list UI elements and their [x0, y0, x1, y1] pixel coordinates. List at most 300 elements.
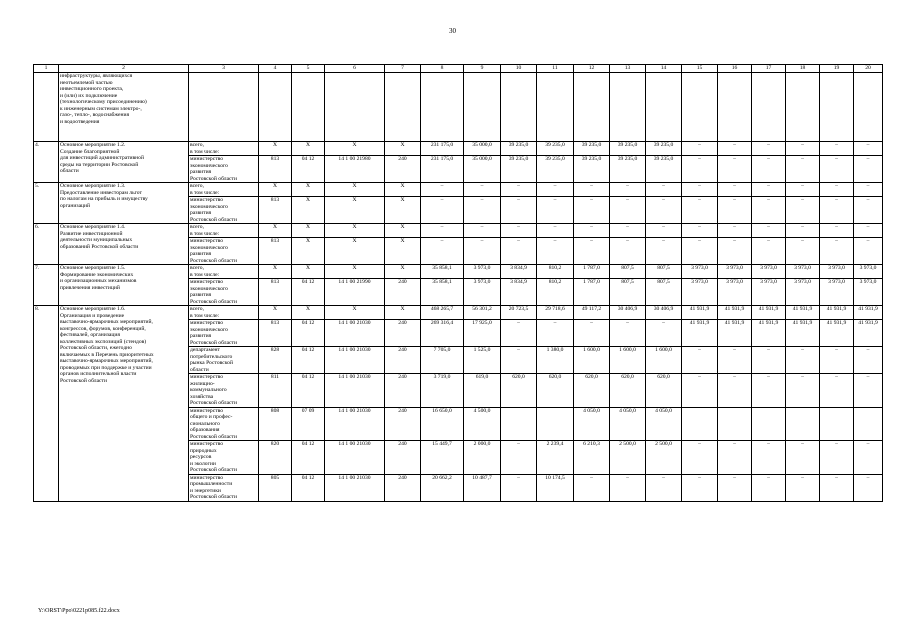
value-cell: –	[610, 474, 646, 501]
value-cell: –	[786, 197, 820, 224]
value-cell: –	[537, 197, 574, 224]
column-number: 10	[501, 65, 537, 73]
value-cell: –	[574, 474, 610, 501]
value-cell	[682, 407, 718, 441]
value-cell: X	[385, 224, 421, 238]
column-number: 4	[259, 65, 292, 73]
value-cell: –	[682, 156, 718, 183]
value-cell: 04 12	[292, 156, 325, 183]
empty-cell	[189, 73, 259, 142]
value-cell: 20 662,2	[421, 474, 464, 501]
column-number: 17	[752, 65, 786, 73]
value-cell: –	[854, 183, 883, 197]
value-cell: –	[786, 224, 820, 238]
column-number: 14	[646, 65, 682, 73]
value-cell: –	[421, 224, 464, 238]
value-cell: 41 931,9	[820, 306, 854, 320]
value-cell: 4 500,0	[464, 407, 501, 441]
value-cell: 620,0	[646, 374, 682, 408]
column-number: 11	[537, 65, 574, 73]
value-cell: 14 1 00 21030	[325, 441, 385, 475]
empty-cell	[820, 73, 854, 142]
value-cell: 3 973,0	[820, 279, 854, 306]
value-cell: –	[752, 374, 786, 408]
value-cell: –	[646, 474, 682, 501]
value-cell: –	[646, 224, 682, 238]
value-cell: –	[786, 156, 820, 183]
value-cell: –	[820, 474, 854, 501]
value-cell: –	[718, 142, 752, 156]
empty-cell	[501, 73, 537, 142]
value-cell: 828	[259, 347, 292, 374]
value-cell: 07 09	[292, 407, 325, 441]
value-cell: 231 175,0	[421, 142, 464, 156]
table-row	[34, 306, 883, 320]
value-cell: –	[752, 142, 786, 156]
column-number: 20	[854, 65, 883, 73]
value-cell: 3 973,0	[682, 279, 718, 306]
value-cell: 2 500,0	[610, 441, 646, 475]
value-cell: 1 380,0	[537, 347, 574, 374]
value-cell: X	[325, 238, 385, 265]
value-cell: 49 117,2	[574, 306, 610, 320]
value-cell: 15 449,7	[421, 441, 464, 475]
value-cell: 3 973,0	[718, 265, 752, 279]
value-cell: X	[292, 142, 325, 156]
value-cell: –	[752, 238, 786, 265]
value-cell: 39 235,0	[610, 142, 646, 156]
empty-cell	[325, 73, 385, 142]
value-cell: X	[292, 183, 325, 197]
value-cell: –	[820, 347, 854, 374]
value-cell: –	[854, 238, 883, 265]
value-cell: 41 931,9	[786, 320, 820, 347]
executor-cell: всего, в том числе:	[189, 265, 259, 279]
value-cell: X	[292, 265, 325, 279]
column-number: 12	[574, 65, 610, 73]
value-cell: 269 316,4	[421, 320, 464, 347]
value-cell: X	[259, 142, 292, 156]
empty-cell	[646, 73, 682, 142]
page-number: 30	[449, 27, 456, 35]
column-number-row	[34, 65, 883, 73]
value-cell: –	[820, 156, 854, 183]
value-cell: –	[854, 197, 883, 224]
value-cell: 3 973,0	[752, 279, 786, 306]
value-cell: –	[820, 142, 854, 156]
value-cell: 813	[259, 279, 292, 306]
value-cell: –	[786, 238, 820, 265]
value-cell: 10 487,7	[464, 474, 501, 501]
value-cell: 620,0	[537, 374, 574, 408]
value-cell: 41 931,9	[682, 306, 718, 320]
empty-cell	[682, 73, 718, 142]
value-cell: –	[464, 238, 501, 265]
value-cell: 17 925,0	[464, 320, 501, 347]
value-cell: 41 931,9	[718, 320, 752, 347]
value-cell: 41 931,9	[752, 306, 786, 320]
column-number: 13	[610, 65, 646, 73]
row-number	[34, 73, 59, 142]
value-cell: –	[820, 224, 854, 238]
value-cell: –	[718, 183, 752, 197]
value-cell	[820, 407, 854, 441]
value-cell: X	[259, 183, 292, 197]
value-cell: –	[786, 142, 820, 156]
value-cell: –	[574, 183, 610, 197]
value-cell: –	[574, 224, 610, 238]
value-cell: 41 931,9	[854, 320, 883, 347]
value-cell: 807,5	[610, 279, 646, 306]
executor-cell: всего, в том числе:	[189, 142, 259, 156]
value-cell: 3 973,0	[464, 279, 501, 306]
value-cell: 39 235,0	[537, 142, 574, 156]
value-cell: –	[421, 238, 464, 265]
value-cell: –	[682, 183, 718, 197]
value-cell: –	[752, 441, 786, 475]
value-cell: 807,5	[646, 279, 682, 306]
value-cell: –	[718, 374, 752, 408]
value-cell	[718, 407, 752, 441]
value-cell: –	[537, 320, 574, 347]
executor-cell: министерство жилищно- коммунального хозяйства Ростовской области	[189, 374, 259, 408]
value-cell: 807,5	[646, 265, 682, 279]
value-cell: –	[501, 183, 537, 197]
value-cell: –	[421, 197, 464, 224]
value-cell: 14 1 00 21030	[325, 374, 385, 408]
value-cell: 14 1 00 21030	[325, 320, 385, 347]
measure-name: инфраструктуры, являющихся неотъемлемой частью инвестиционного проекта, и (или) их подключение (технологическому присоединению) к инженерным системам электро-, газо-, тепло-, водоснабжения и водоотведения	[59, 73, 189, 142]
value-cell: –	[752, 474, 786, 501]
value-cell: –	[646, 320, 682, 347]
value-cell: X	[385, 197, 421, 224]
empty-cell	[854, 73, 883, 142]
value-cell: 3 834,9	[501, 279, 537, 306]
value-cell: 39 235,0	[537, 156, 574, 183]
value-cell: X	[292, 238, 325, 265]
value-cell: 240	[385, 441, 421, 475]
value-cell: X	[292, 197, 325, 224]
value-cell: X	[385, 265, 421, 279]
column-number: 19	[820, 65, 854, 73]
value-cell: 620,0	[610, 374, 646, 408]
file-path-footer: Y:\ORST\Ppo\0221p085.f22.docx	[38, 608, 120, 614]
value-cell: –	[646, 183, 682, 197]
executor-cell: министерство общего и профес- сионального образования Ростовской области	[189, 407, 259, 441]
value-cell: 16 650,0	[421, 407, 464, 441]
value-cell: 14 1 00 21990	[325, 279, 385, 306]
value-cell: 56 301,2	[464, 306, 501, 320]
column-number: 2	[59, 65, 189, 73]
value-cell	[786, 407, 820, 441]
value-cell: –	[682, 347, 718, 374]
value-cell: 240	[385, 279, 421, 306]
executor-cell: министерство экономического развития Ростовской области	[189, 279, 259, 306]
table-row	[34, 183, 883, 197]
executor-cell: всего, в том числе:	[189, 306, 259, 320]
value-cell: 807,5	[610, 265, 646, 279]
empty-cell	[464, 73, 501, 142]
value-cell: 3 834,9	[501, 265, 537, 279]
value-cell: 29 718,6	[537, 306, 574, 320]
value-cell: 04 12	[292, 474, 325, 501]
value-cell: –	[820, 197, 854, 224]
table-row	[34, 265, 883, 279]
executor-cell: министерство промышленности и энергетики Ростовской области	[189, 474, 259, 501]
value-cell: 240	[385, 374, 421, 408]
column-number: 7	[385, 65, 421, 73]
value-cell: –	[610, 224, 646, 238]
value-cell: 813	[259, 197, 292, 224]
value-cell: X	[385, 306, 421, 320]
column-number: 8	[421, 65, 464, 73]
value-cell: 04 12	[292, 320, 325, 347]
value-cell: –	[682, 197, 718, 224]
table-row	[34, 224, 883, 238]
measure-name: Основное мероприятие 1.4. Развитие инвестиционной деятельности муниципальных образований Ростовской области	[59, 224, 189, 265]
value-cell: X	[325, 265, 385, 279]
value-cell: –	[786, 183, 820, 197]
value-cell: 39 235,0	[610, 156, 646, 183]
column-number: 3	[189, 65, 259, 73]
measure-name: Основное мероприятие 1.5. Формирование экономических и организационных механизмов привлечения инвестиций	[59, 265, 189, 306]
value-cell: –	[501, 320, 537, 347]
measure-name: Основное мероприятие 1.6. Организация и проведение выставочно-ярмарочных мероприятий, конгрессов, форумов, конференций, фестивалей, организация коллективных экспозиций (стендов) Ростовской области, ежегодно включаемых в Перечень приоритетных выставочно-ярмарочных мероприятий, проводимых при поддержке и участии органов исполнительной власти Ростовской области	[59, 306, 189, 502]
value-cell	[854, 407, 883, 441]
value-cell: –	[752, 224, 786, 238]
value-cell: 240	[385, 320, 421, 347]
executor-cell: министерство экономического развития Ростовской области	[189, 320, 259, 347]
executor-cell: министерство экономического развития Ростовской области	[189, 197, 259, 224]
value-cell: –	[610, 238, 646, 265]
value-cell: –	[786, 441, 820, 475]
value-cell: –	[718, 197, 752, 224]
value-cell: 813	[259, 238, 292, 265]
empty-cell	[259, 73, 292, 142]
value-cell: –	[854, 374, 883, 408]
value-cell: X	[325, 142, 385, 156]
value-cell: 4 050,0	[646, 407, 682, 441]
executor-cell: всего, в том числе:	[189, 183, 259, 197]
value-cell: 240	[385, 347, 421, 374]
value-cell: –	[854, 156, 883, 183]
empty-cell	[292, 73, 325, 142]
value-cell: 468 265,7	[421, 306, 464, 320]
value-cell: 820	[259, 441, 292, 475]
value-cell: 41 931,9	[786, 306, 820, 320]
value-cell	[537, 407, 574, 441]
row-number: 8.	[34, 306, 59, 502]
value-cell: 3 973,0	[718, 279, 752, 306]
value-cell: –	[682, 142, 718, 156]
value-cell: –	[574, 238, 610, 265]
value-cell: –	[820, 183, 854, 197]
value-cell: –	[501, 197, 537, 224]
value-cell: X	[292, 224, 325, 238]
value-cell: –	[646, 197, 682, 224]
value-cell: X	[259, 224, 292, 238]
value-cell: 14 1 00 21030	[325, 474, 385, 501]
value-cell: –	[682, 238, 718, 265]
value-cell: 4 050,0	[574, 407, 610, 441]
empty-cell	[718, 73, 752, 142]
value-cell: 04 12	[292, 441, 325, 475]
value-cell: –	[786, 347, 820, 374]
value-cell: 2 500,0	[646, 441, 682, 475]
value-cell: 620,0	[501, 374, 537, 408]
table-row	[34, 142, 883, 156]
value-cell: 35 858,1	[421, 265, 464, 279]
value-cell: 240	[385, 407, 421, 441]
value-cell: 240	[385, 474, 421, 501]
executor-cell: департамент потребительского рынка Ростовской области	[189, 347, 259, 374]
value-cell: 7 705,0	[421, 347, 464, 374]
value-cell: X	[385, 183, 421, 197]
value-cell: 35 000,0	[464, 156, 501, 183]
executor-cell: министерство экономического развития Ростовской области	[189, 156, 259, 183]
value-cell: –	[718, 224, 752, 238]
executor-cell: министерство экономического развития Ростовской области	[189, 238, 259, 265]
value-cell: –	[501, 238, 537, 265]
value-cell: 3 973,0	[752, 265, 786, 279]
value-cell: 30 406,9	[610, 306, 646, 320]
value-cell: 3 973,0	[854, 265, 883, 279]
value-cell: –	[421, 183, 464, 197]
value-cell: 39 235,0	[574, 156, 610, 183]
value-cell	[752, 407, 786, 441]
value-cell: –	[718, 474, 752, 501]
value-cell: 39 235,0	[646, 142, 682, 156]
value-cell: –	[752, 197, 786, 224]
value-cell: –	[537, 238, 574, 265]
column-number: 6	[325, 65, 385, 73]
executor-cell: министерство природных ресурсов и экологии Ростовской области	[189, 441, 259, 475]
value-cell: 39 235,0	[574, 142, 610, 156]
value-cell: 14 1 00 21030	[325, 347, 385, 374]
value-cell: X	[385, 238, 421, 265]
value-cell: –	[786, 374, 820, 408]
value-cell: X	[325, 306, 385, 320]
column-number: 5	[292, 65, 325, 73]
value-cell: –	[537, 183, 574, 197]
measure-name: Основное мероприятие 1.3. Предоставление инвесторам льгот по налогам на прибыль и имуществу организаций	[59, 183, 189, 224]
value-cell: –	[574, 197, 610, 224]
value-cell: 3 973,0	[682, 265, 718, 279]
row-number: 4.	[34, 142, 59, 183]
value-cell: 1 525,0	[464, 347, 501, 374]
empty-cell	[537, 73, 574, 142]
value-cell: 14 1 00 21980	[325, 156, 385, 183]
value-cell: 1 600,0	[610, 347, 646, 374]
value-cell: –	[501, 347, 537, 374]
value-cell: 813	[259, 156, 292, 183]
value-cell: –	[501, 224, 537, 238]
value-cell: –	[786, 474, 820, 501]
value-cell: X	[325, 197, 385, 224]
empty-cell	[421, 73, 464, 142]
value-cell: –	[718, 156, 752, 183]
value-cell: 810,2	[537, 265, 574, 279]
value-cell: 3 973,0	[786, 265, 820, 279]
value-cell: 35 000,0	[464, 142, 501, 156]
value-cell: 04 12	[292, 279, 325, 306]
value-cell: –	[682, 224, 718, 238]
value-cell	[501, 407, 537, 441]
value-cell: 39 235,0	[501, 142, 537, 156]
value-cell: 3 973,0	[820, 265, 854, 279]
value-cell: –	[682, 441, 718, 475]
value-cell: 3 973,0	[854, 279, 883, 306]
value-cell: 240	[385, 156, 421, 183]
value-cell: 41 931,9	[820, 320, 854, 347]
empty-cell	[786, 73, 820, 142]
value-cell: 35 858,1	[421, 279, 464, 306]
value-cell: –	[752, 347, 786, 374]
value-cell: –	[501, 441, 537, 475]
value-cell: 805	[259, 474, 292, 501]
value-cell: –	[854, 224, 883, 238]
value-cell: 41 931,9	[682, 320, 718, 347]
value-cell: –	[610, 197, 646, 224]
value-cell: 41 931,9	[854, 306, 883, 320]
value-cell: –	[820, 441, 854, 475]
program-table	[33, 64, 883, 502]
value-cell: 231 175,0	[421, 156, 464, 183]
value-cell: 04 12	[292, 347, 325, 374]
value-cell: –	[820, 238, 854, 265]
row-number: 5.	[34, 183, 59, 224]
value-cell: –	[820, 374, 854, 408]
value-cell: 14 1 00 21030	[325, 407, 385, 441]
column-number: 1	[34, 65, 59, 73]
value-cell: 813	[259, 320, 292, 347]
value-cell: 2 239,4	[537, 441, 574, 475]
value-cell: 808	[259, 407, 292, 441]
value-cell: 4 050,0	[610, 407, 646, 441]
value-cell: 04 12	[292, 374, 325, 408]
value-cell: –	[537, 224, 574, 238]
value-cell: 39 235,0	[501, 156, 537, 183]
value-cell: 41 931,9	[718, 306, 752, 320]
value-cell: –	[854, 347, 883, 374]
value-cell: 2 000,0	[464, 441, 501, 475]
value-cell: 41 931,9	[752, 320, 786, 347]
value-cell: –	[718, 441, 752, 475]
empty-cell	[385, 73, 421, 142]
value-cell: 619,0	[464, 374, 501, 408]
value-cell: 3 973,0	[786, 279, 820, 306]
value-cell: X	[259, 265, 292, 279]
value-cell: X	[259, 306, 292, 320]
measure-name: Основное мероприятие 1.2. Создание благоприятной для инвестиций административной среды на территории Ростовской области	[59, 142, 189, 183]
value-cell: 1 600,0	[646, 347, 682, 374]
value-cell: 811	[259, 374, 292, 408]
value-cell: –	[854, 441, 883, 475]
executor-cell: всего, в том числе:	[189, 224, 259, 238]
value-cell: 3 973,0	[464, 265, 501, 279]
value-cell: –	[464, 224, 501, 238]
value-cell: –	[682, 374, 718, 408]
column-number: 15	[682, 65, 718, 73]
table-row	[34, 73, 883, 142]
value-cell: X	[385, 142, 421, 156]
column-number: 16	[718, 65, 752, 73]
value-cell: –	[682, 474, 718, 501]
row-number: 7.	[34, 265, 59, 306]
row-number: 6.	[34, 224, 59, 265]
value-cell: –	[501, 474, 537, 501]
value-cell: –	[752, 156, 786, 183]
